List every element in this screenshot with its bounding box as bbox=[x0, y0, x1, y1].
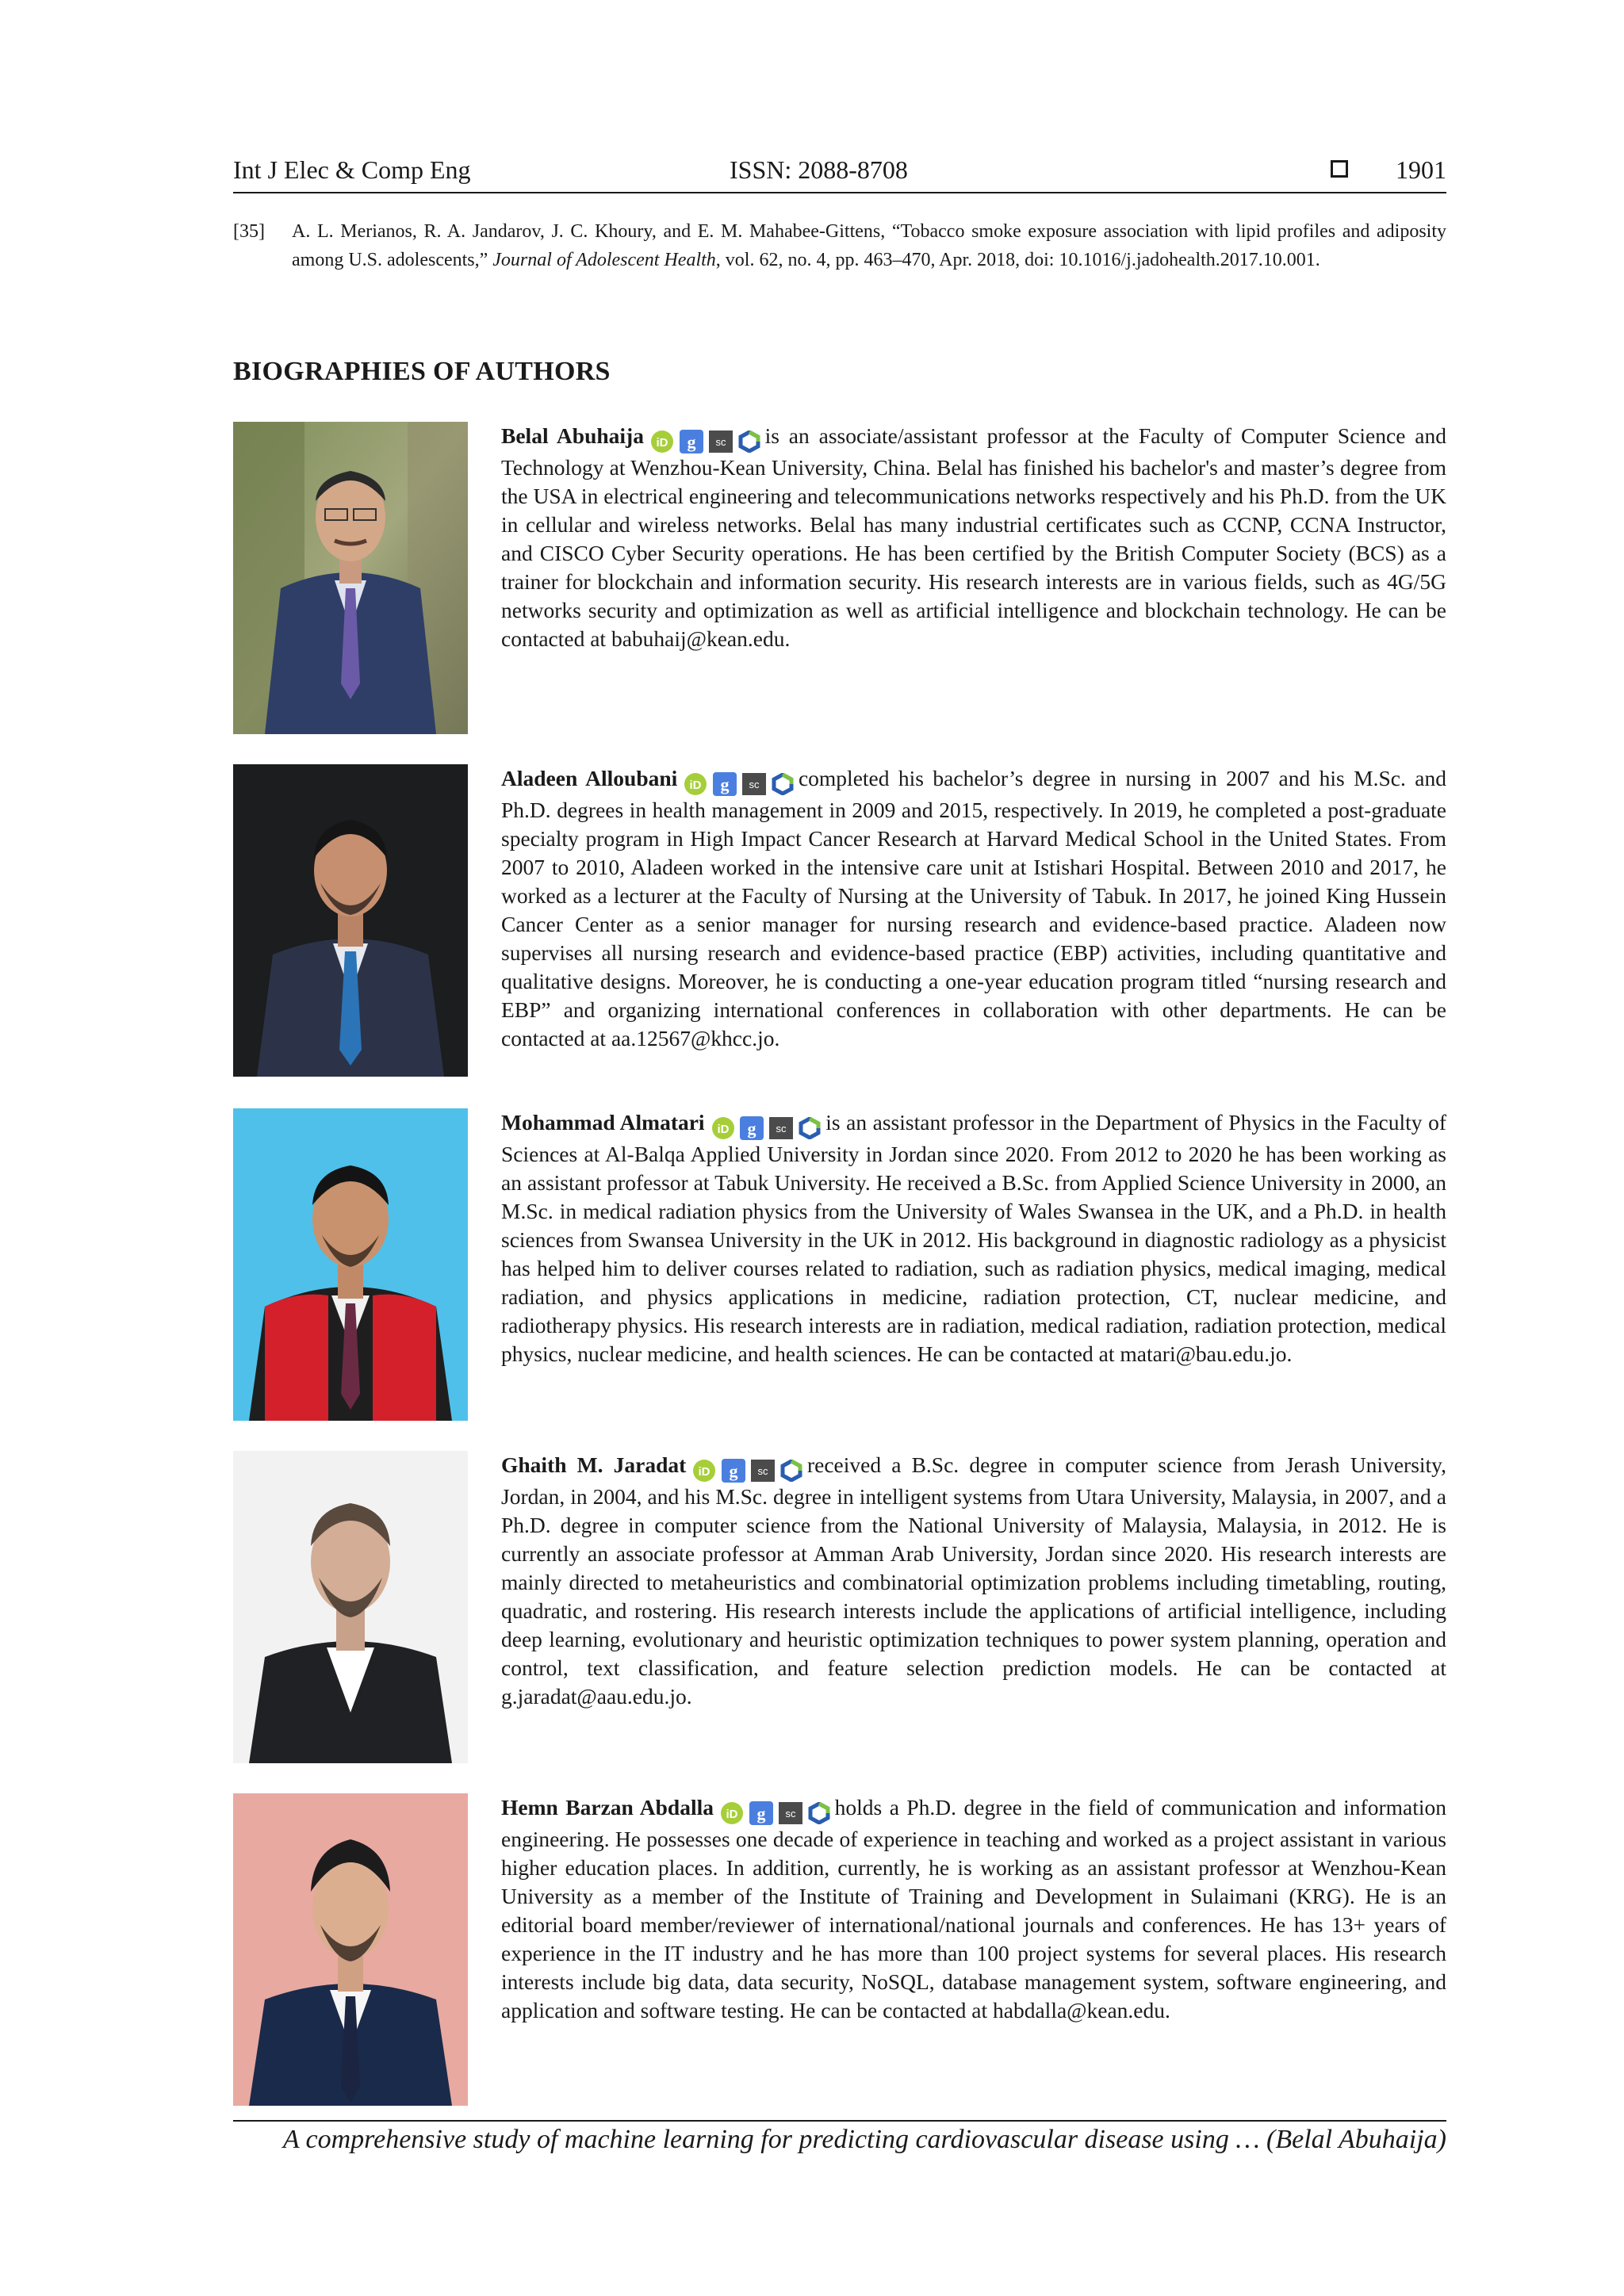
scopus-icon[interactable] bbox=[709, 430, 733, 453]
author-photo bbox=[233, 764, 468, 1077]
scopus-icon[interactable] bbox=[751, 1460, 775, 1482]
google-scholar-icon[interactable] bbox=[740, 1116, 764, 1140]
publons-icon[interactable] bbox=[799, 1117, 821, 1139]
reference-text bbox=[292, 217, 1446, 274]
svg-text:iD: iD bbox=[656, 435, 668, 450]
reference-authors-title: A. L. Merianos, R. A. Jandarov, J. C. Khoury, and E. M. Mahabee-Gittens, “Tobacco smoke exposure association with lipid profiles and adiposity among U.S. adolescents,” bbox=[292, 221, 1446, 270]
svg-text:sc: sc bbox=[785, 1807, 796, 1820]
svg-text:iD: iD bbox=[698, 1464, 710, 1479]
svg-text:g: g bbox=[720, 774, 730, 794]
author-bio-text: is an assistant professor in the Department of Physics in the Faculty of Sciences at Al-Balqa Applied University in Jordan since 2020. From 2012 to 2020 he has been working as an assistant professor at Tabuk University. He received a B.Sc. from Applied Science University in 2000, an M.Sc. in medical radiation physics from the University of Wales Swansea in the UK, and a Ph.D. in health sciences from Swansea University in the UK in 2012. His background in diagnostic radiology as a physicist has helped him to deliver courses related to radiation, such as radiation physics, medical imaging, medical radiation, and physics applications in medicine, radiation protection, CT, nuclear medicine, and radiotherapy physics. His research interests are in radiation, medical radiation, radiation protection, medical physics, nuclear medicine, and health sciences. He can be contacted at matari@bau.edu.jo. bbox=[501, 1110, 1446, 1366]
author-name: Mohammad Almatari bbox=[501, 1110, 705, 1135]
author-bio-text: holds a Ph.D. degree in the field of communication and information engineering. He possesses one decade of experience in teaching and worked as a project assistant in various higher education places. In addition, currently, he is working as an assistant professor at Wenzhou-Kean University as a member of the Institute of Training and Development in Sulaimani (KRG). He is an editorial board member/reviewer of international/national journals and conferences. He has 13+ years of experience in the IT industry and he has more than 100 project systems for several places. His research interests include big data, data security, NoSQL, database management system, software engineering, and application and software testing. He can be contacted at habdalla@kean.edu. bbox=[501, 1795, 1447, 2022]
publons-icon[interactable] bbox=[738, 430, 760, 453]
author-name: Belal Abuhaija bbox=[501, 423, 644, 448]
section-title: BIOGRAPHIES OF AUTHORS bbox=[233, 357, 611, 386]
scopus-icon[interactable] bbox=[779, 1802, 802, 1824]
google-scholar-icon[interactable] bbox=[749, 1801, 773, 1825]
reference-35 bbox=[233, 217, 1446, 274]
journal-name: Int J Elec & Comp Eng bbox=[233, 155, 471, 184]
author-photo bbox=[233, 1451, 468, 1763]
reference-number: [35] bbox=[233, 221, 265, 242]
author-profile-links bbox=[711, 1112, 822, 1140]
author-photo bbox=[233, 1793, 468, 2106]
google-scholar-icon[interactable] bbox=[722, 1459, 745, 1483]
orcid-icon[interactable] bbox=[711, 1116, 735, 1140]
svg-text:sc: sc bbox=[776, 1122, 787, 1135]
scopus-icon[interactable] bbox=[742, 773, 766, 795]
author-name: Ghaith M. Jaradat bbox=[501, 1452, 687, 1477]
svg-text:sc: sc bbox=[757, 1464, 768, 1477]
author-name: Hemn Barzan Abdalla bbox=[501, 1795, 714, 1820]
author-bio bbox=[501, 1793, 1446, 2025]
portrait-image bbox=[233, 764, 468, 1077]
publons-icon[interactable] bbox=[772, 773, 794, 795]
portrait-image bbox=[233, 1793, 468, 2106]
svg-text:g: g bbox=[756, 1803, 766, 1823]
google-scholar-icon[interactable] bbox=[713, 772, 737, 796]
svg-text:g: g bbox=[729, 1460, 738, 1481]
author-name: Aladeen Alloubani bbox=[501, 766, 678, 790]
reference-details: , vol. 62, no. 4, pp. 463–470, Apr. 2018, doi: 10.1016/j.jadohealth.2017.10.001. bbox=[715, 250, 1320, 270]
issn: ISSN: 2088-8708 bbox=[730, 155, 908, 184]
svg-text:sc: sc bbox=[749, 778, 760, 790]
running-header bbox=[233, 155, 1446, 193]
author-bio-text: received a B.Sc. degree in computer science from Jerash University, Jordan, in 2004, and his M.Sc. degree in intelligent systems from Utara University, Malaysia, in 2007, and a Ph.D. degree in computer science from the National University of Malaysia, Malaysia, in 2012. He is currently an associate professor at Amman Arab University, Jordan since 2020. His research interests are mainly directed to metaheuristics and combinatorial optimization problems including timetabling, routing, quadratic, and rostering. His research interests include the applications of artificial intelligence, including deep learning, evolutionary and heuristic optimization techniques to power system planning, operation and control, text classification, and feature selection prediction models. He can be contacted at g.jaradat@aau.edu.jo. bbox=[501, 1452, 1447, 1709]
footer-rule bbox=[233, 2120, 1446, 2122]
publons-icon[interactable] bbox=[808, 1802, 830, 1824]
author-bio bbox=[501, 1108, 1446, 1368]
author-bio-text: is an associate/assistant professor at the Faculty of Computer Science and Technology at Wenzhou-Kean University, China. Belal has finished his bachelor's and master’s degree from the USA in electrical engineering and telecommunications networks respectively and his Ph.D. from the UK in cellular and wireless networks. Belal has many industrial certificates such as CCNP, CCNA Instructor, and CISCO Cyber Security operations. He has been certified by the British Computer Society (BCS) as a trainer for blockchain and information security. His research interests are in various fields, such as 4G/5G networks security and optimization as well as artificial intelligence and blockchain technology. He can be contacted at babuhaij@kean.edu. bbox=[501, 423, 1446, 651]
author-profile-links bbox=[692, 1454, 802, 1483]
svg-text:g: g bbox=[687, 431, 696, 452]
portrait-image bbox=[233, 1108, 468, 1421]
author-profile-links bbox=[720, 1797, 830, 1825]
svg-text:iD: iD bbox=[717, 1122, 730, 1136]
square-icon bbox=[1331, 160, 1348, 178]
author-profile-links bbox=[684, 767, 794, 796]
portrait-image bbox=[233, 422, 468, 734]
running-footer: A comprehensive study of machine learning for predicting cardiovascular disease using … (Belal Abuhaija) bbox=[282, 2125, 1446, 2154]
author-photo bbox=[233, 1108, 468, 1421]
orcid-icon[interactable] bbox=[684, 772, 707, 796]
portrait-image bbox=[233, 1451, 468, 1763]
svg-text:sc: sc bbox=[715, 435, 726, 448]
svg-text:iD: iD bbox=[726, 1807, 738, 1821]
publons-icon[interactable] bbox=[780, 1460, 802, 1482]
reference-journal: Journal of Adolescent Health bbox=[492, 250, 716, 270]
svg-text:iD: iD bbox=[689, 778, 702, 792]
author-profile-links bbox=[650, 425, 760, 453]
author-photo bbox=[233, 422, 468, 734]
author-bio bbox=[501, 422, 1446, 653]
scopus-icon[interactable] bbox=[769, 1117, 793, 1139]
author-bio bbox=[501, 1451, 1446, 1711]
google-scholar-icon[interactable] bbox=[680, 430, 703, 453]
page-number: 1901 bbox=[1396, 155, 1446, 184]
author-bio-text: completed his bachelor’s degree in nursing in 2007 and his M.Sc. and Ph.D. degrees in health management in 2009 and 2015, respectively. In 2019, he completed a post-graduate specialty program in High Impact Cancer Research at Harvard Medical School in the United States. From 2007 to 2010, Aladeen worked in the intensive care unit at Istishari Hospital. Between 2010 and 2017, he worked as a lecturer at the Faculty of Nursing at the University of Tabuk. In 2017, he joined King Hussein Cancer Center as a senior manager for nursing research and evidence-based practice. Aladeen now supervises all nursing research and evidence-based practice (EBP) activities, including quantitative and qualitative designs. Moreover, he is conducting a one-year education program titled “nursing research and EBP” and organizing international conferences in collaboration with other departments. He can be contacted at aa.12567@khcc.jo. bbox=[501, 766, 1447, 1050]
orcid-icon[interactable] bbox=[650, 430, 674, 453]
orcid-icon[interactable] bbox=[720, 1801, 744, 1825]
orcid-icon[interactable] bbox=[692, 1459, 716, 1483]
author-bio bbox=[501, 764, 1446, 1053]
svg-text:g: g bbox=[747, 1118, 756, 1138]
